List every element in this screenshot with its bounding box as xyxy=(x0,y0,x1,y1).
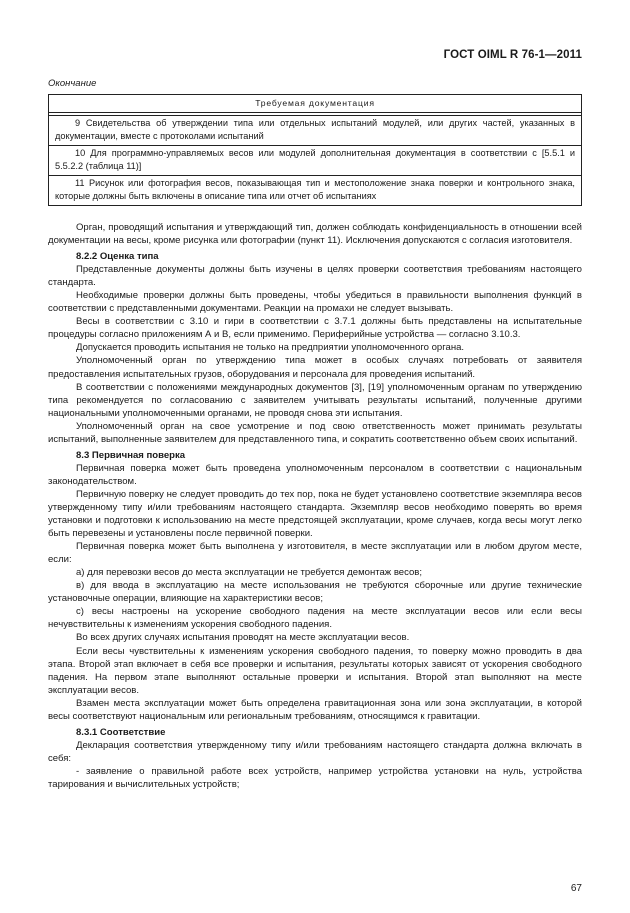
required-documentation-table xyxy=(48,94,582,206)
page-number: 67 xyxy=(570,883,582,894)
section-heading-8-2-2: 8.2.2 Оценка типа xyxy=(76,251,159,263)
paragraph: Первичная поверка может быть выполнена у изготовителя, в месте эксплуатации или в любом другом месте, если: xyxy=(48,541,582,566)
table-header-cell: Требуемая документация xyxy=(49,95,582,113)
section-heading-8-3: 8.3 Первичная поверка xyxy=(76,449,186,461)
paragraph: Декларация соответствия утвержденному типу и/или требованиям настоящего стандарта должна включать в себя: xyxy=(48,739,582,764)
paragraph: Уполномоченный орган на свое усмотрение и под свою ответственность может принимать результаты испытаний, выполненные заявителем для представленного типа, и сократить соответственно объем своих испытаний. xyxy=(48,420,582,445)
paragraph: Весы в соответствии с 3.10 и гири в соответствии с 3.7.1 должны быть представлены на испытательные процедуры согласно приложениям А и В, если применимо. Периферийные устройства — согласно 3.10.3. xyxy=(48,316,582,341)
paragraph: Орган, проводящий испытания и утверждающий тип, должен соблюдать конфиденциальность в отношении всей документации на весы, кроме рисунка или фотографии (пункт 11). Исключения допускаются с согласия изготовителя. xyxy=(48,222,582,247)
paragraph: Необходимые проверки должны быть проведены, чтобы убедиться в правильности выполнения функций в соответствии с представленными документами. Реакции на промахи не следует вызывать. xyxy=(48,290,582,315)
list-item: с) весы настроены на ускорение свободного падения на месте эксплуатации весов или если весы нечувствительны к изменениям ускорения свободного падения. xyxy=(48,606,582,631)
paragraph: Допускается проводить испытания не только на предприятии уполномоченного органа. xyxy=(76,342,465,354)
table-row: 11 Рисунок или фотография весов, показывающая тип и местоположение знака поверки и контрольного знака, которые должны быть включены в описание типа или отчет об испытаниях xyxy=(49,176,582,206)
table-row: 9 Свидетельства об утверждении типа или отдельных испытаний модулей, или других частей, указанных в документации, вместе с протоколами испытаний xyxy=(49,116,582,146)
paragraph: Если весы чувствительны к изменениям ускорения свободного падения, то поверку можно проводить в два этапа. Второй этап включает в себя все проверки и испытания, результаты которых зависят от ускорения свободного падения. На первом этапе выполняют остальные проверки и испытания. Второй этап выполняют на месте эксплуатации весов. xyxy=(48,645,582,696)
paragraph: Представленные документы должны быть изучены в целях проверки соответствия требованиям настоящего стандарта. xyxy=(48,264,582,289)
table-continuation-label: Окончание xyxy=(48,78,97,89)
list-item: в) для ввода в эксплуатацию на месте использования не требуются сборочные или другие технические установочные операции, влияющие на характеристики весов; xyxy=(48,580,582,605)
list-item: а) для перевозки весов до места эксплуатации не требуется демонтаж весов; xyxy=(76,567,423,579)
paragraph: Первичную поверку не следует проводить до тех пор, пока не будет установлено соответствие экземпляра весов утвержденному типу и/или требованиям настоящего стандарта. Экземпляр весов необходимо поверять во время установки и подготовки к использованию на месте предстоящей эксплуатации, кроме случаев, когда весы могут легко быть перевезены и установлены после первичной поверки. xyxy=(48,488,582,540)
paragraph: Первичная поверка может быть проведена уполномоченным персоналом в соответствии с национальным законодательством. xyxy=(48,462,582,487)
paragraph: Уполномоченный орган по утверждению типа может в особых случаях потребовать от заявителя предоставления испытательных грузов, оборудования и персонала для проведения испытаний. xyxy=(48,355,582,380)
paragraph: Взамен места эксплуатации может быть определена гравитационная зона или зона эксплуатации, в которой весы соответствуют национальным или региональным требованиям, относящимся к гравитации. xyxy=(48,697,582,722)
section-heading-8-3-1: 8.3.1 Соответствие xyxy=(76,726,166,738)
document-header: ГОСТ OIML R 76-1—2011 xyxy=(443,49,582,61)
document-body xyxy=(48,221,582,791)
list-item: - заявление о правильной работе всех устройств, например устройства установки на нуль, устройства тарирования и вычислительных устройств; xyxy=(48,765,582,790)
table-row: 10 Для программно-управляемых весов или модулей дополнительная документация в соответствии с [5.5.1 и 5.5.2.2 (таблица 11)] xyxy=(49,146,582,176)
paragraph: В соответствии с положениями международных документов [3], [19] уполномоченным органам по утверждению типа рекомендуется по согласованию с заявителем учитывать результаты испытаний, полученные другими национальными уполномоченными органами, не проводя снова эти испытания. xyxy=(48,381,582,419)
paragraph: Во всех других случаях испытания проводят на месте эксплуатации весов. xyxy=(76,632,410,644)
